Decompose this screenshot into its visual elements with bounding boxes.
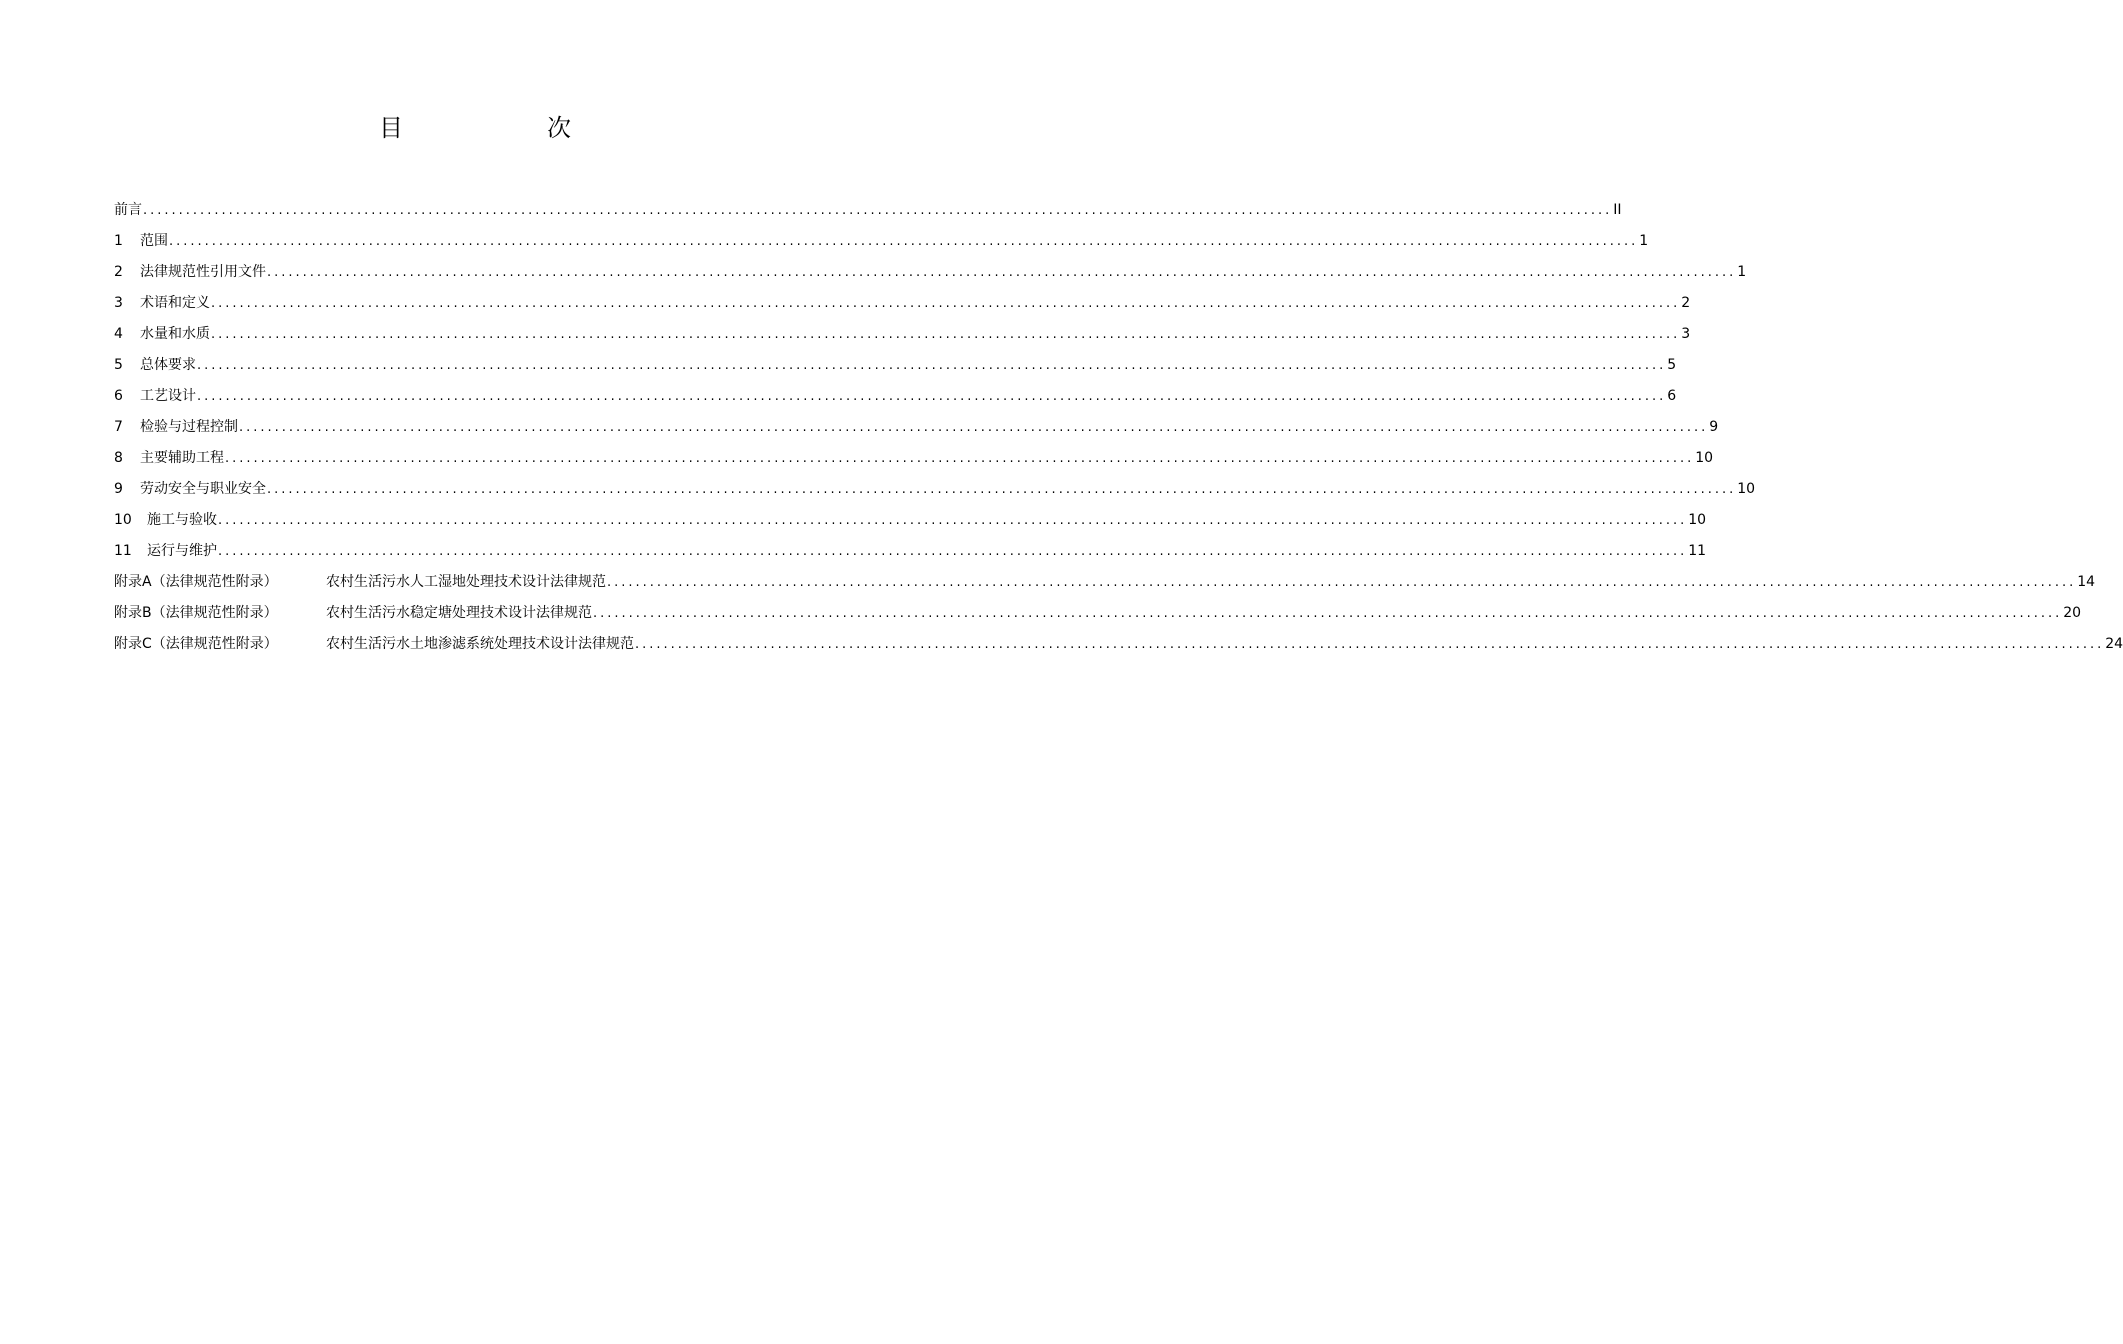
toc-entry-label bbox=[114, 230, 168, 252]
toc-entry-number: 附录C（法律规范性附录） bbox=[114, 636, 278, 652]
toc-entry-text: 水量和水质 bbox=[140, 326, 210, 342]
toc-entry-text: 农村生活污水稳定塘处理技术设计法律规范 bbox=[326, 605, 592, 621]
toc-entry-label bbox=[114, 447, 224, 469]
toc-entry-preface[interactable] bbox=[114, 199, 1622, 230]
toc-entry-text: 检验与过程控制 bbox=[140, 419, 238, 435]
toc-entry-text: 总体要求 bbox=[140, 357, 196, 373]
toc-entry-page: 10 bbox=[1688, 512, 1707, 528]
toc-entry-text: 农村生活污水土地渗滤系统处理技术设计法律规范 bbox=[326, 636, 634, 652]
toc-list bbox=[114, 199, 2123, 664]
toc-entry-page: II bbox=[1613, 202, 1622, 218]
toc-entry-text: 主要辅助工程 bbox=[140, 450, 224, 466]
toc-entry-6[interactable] bbox=[114, 385, 1677, 416]
toc-entry-4[interactable] bbox=[114, 323, 1691, 354]
toc-dot-leader: .............................................................................................................................................................................................................. bbox=[239, 420, 1709, 435]
toc-entry-text: 术语和定义 bbox=[140, 295, 210, 311]
toc-dot-leader: .............................................................................................................................................................................................................. bbox=[169, 234, 1639, 249]
toc-entry-1[interactable] bbox=[114, 230, 1649, 261]
toc-entry-page: 20 bbox=[2063, 605, 2082, 621]
toc-entry-number: 附录A（法律规范性附录） bbox=[114, 574, 278, 590]
toc-entry-text: 前言 bbox=[114, 202, 142, 218]
toc-entry-page: 10 bbox=[1695, 450, 1714, 466]
toc-entry-number: 6 bbox=[114, 388, 123, 404]
toc-dot-leader: .............................................................................................................................................................................................................. bbox=[607, 575, 2077, 590]
toc-entry-number: 9 bbox=[114, 481, 123, 497]
toc-entry-number: 8 bbox=[114, 450, 123, 466]
toc-entry-label bbox=[114, 199, 142, 221]
toc-entry-page: 6 bbox=[1667, 388, 1677, 404]
toc-entry-appendix-c[interactable] bbox=[114, 633, 2123, 664]
toc-dot-leader: .............................................................................................................................................................................................................. bbox=[267, 265, 1737, 280]
toc-entry-number: 7 bbox=[114, 419, 123, 435]
toc-entry-2[interactable] bbox=[114, 261, 1747, 292]
toc-entry-text: 工艺设计 bbox=[140, 388, 196, 404]
toc-entry-page: 5 bbox=[1667, 357, 1677, 373]
toc-entry-number: 10 bbox=[114, 512, 132, 528]
toc-entry-10[interactable] bbox=[114, 509, 1707, 540]
toc-entry-number: 11 bbox=[114, 543, 132, 559]
toc-entry-label bbox=[114, 354, 196, 376]
toc-entry-text: 运行与维护 bbox=[147, 543, 217, 559]
toc-entry-number: 4 bbox=[114, 326, 123, 342]
toc-entry-label bbox=[114, 633, 634, 655]
toc-entry-text: 施工与验收 bbox=[147, 512, 217, 528]
toc-dot-leader: .............................................................................................................................................................................................................. bbox=[211, 327, 1681, 342]
toc-entry-text: 劳动安全与职业安全 bbox=[140, 481, 266, 497]
toc-dot-leader: .............................................................................................................................................................................................................. bbox=[143, 203, 1613, 218]
toc-entry-page: 3 bbox=[1681, 326, 1691, 342]
toc-dot-leader: .............................................................................................................................................................................................................. bbox=[267, 482, 1737, 497]
toc-entry-label bbox=[114, 292, 210, 314]
toc-entry-label bbox=[114, 385, 196, 407]
toc-entry-label bbox=[114, 509, 217, 531]
toc-entry-page: 14 bbox=[2077, 574, 2096, 590]
toc-entry-label bbox=[114, 261, 266, 283]
toc-entry-page: 1 bbox=[1639, 233, 1649, 249]
toc-entry-text: 法律规范性引用文件 bbox=[140, 264, 266, 280]
toc-entry-text: 农村生活污水人工湿地处理技术设计法律规范 bbox=[326, 574, 606, 590]
toc-dot-leader: .............................................................................................................................................................................................................. bbox=[197, 358, 1667, 373]
toc-entry-3[interactable] bbox=[114, 292, 1691, 323]
toc-entry-label bbox=[114, 602, 592, 624]
toc-dot-leader: .............................................................................................................................................................................................................. bbox=[593, 606, 2063, 621]
toc-entry-label bbox=[114, 540, 217, 562]
toc-entry-9[interactable] bbox=[114, 478, 1756, 509]
toc-entry-page: 2 bbox=[1681, 295, 1691, 311]
toc-dot-leader: .............................................................................................................................................................................................................. bbox=[225, 451, 1695, 466]
toc-entry-11[interactable] bbox=[114, 540, 1707, 571]
toc-dot-leader: .............................................................................................................................................................................................................. bbox=[218, 513, 1688, 528]
toc-entry-appendix-a[interactable] bbox=[114, 571, 2096, 602]
toc-entry-page: 24 bbox=[2105, 636, 2123, 652]
toc-dot-leader: .............................................................................................................................................................................................................. bbox=[218, 544, 1688, 559]
toc-entry-label bbox=[114, 416, 238, 438]
toc-entry-number: 3 bbox=[114, 295, 123, 311]
toc-entry-page: 11 bbox=[1688, 543, 1707, 559]
toc-entry-number: 1 bbox=[114, 233, 123, 249]
toc-dot-leader: .............................................................................................................................................................................................................. bbox=[211, 296, 1681, 311]
toc-entry-number: 附录B（法律规范性附录） bbox=[114, 605, 278, 621]
toc-entry-text: 范围 bbox=[140, 233, 168, 249]
toc-entry-page: 1 bbox=[1737, 264, 1747, 280]
toc-dot-leader: .............................................................................................................................................................................................................. bbox=[635, 637, 2105, 652]
toc-entry-label bbox=[114, 571, 606, 593]
toc-dot-leader: .............................................................................................................................................................................................................. bbox=[197, 389, 1667, 404]
toc-entry-label bbox=[114, 478, 266, 500]
toc-entry-7[interactable] bbox=[114, 416, 1719, 447]
toc-entry-number: 5 bbox=[114, 357, 123, 373]
toc-title: 目 次 bbox=[379, 114, 631, 142]
toc-entry-label bbox=[114, 323, 210, 345]
toc-entry-number: 2 bbox=[114, 264, 123, 280]
toc-entry-8[interactable] bbox=[114, 447, 1714, 478]
toc-entry-5[interactable] bbox=[114, 354, 1677, 385]
toc-entry-appendix-b[interactable] bbox=[114, 602, 2082, 633]
toc-entry-page: 9 bbox=[1709, 419, 1719, 435]
toc-entry-page: 10 bbox=[1737, 481, 1756, 497]
